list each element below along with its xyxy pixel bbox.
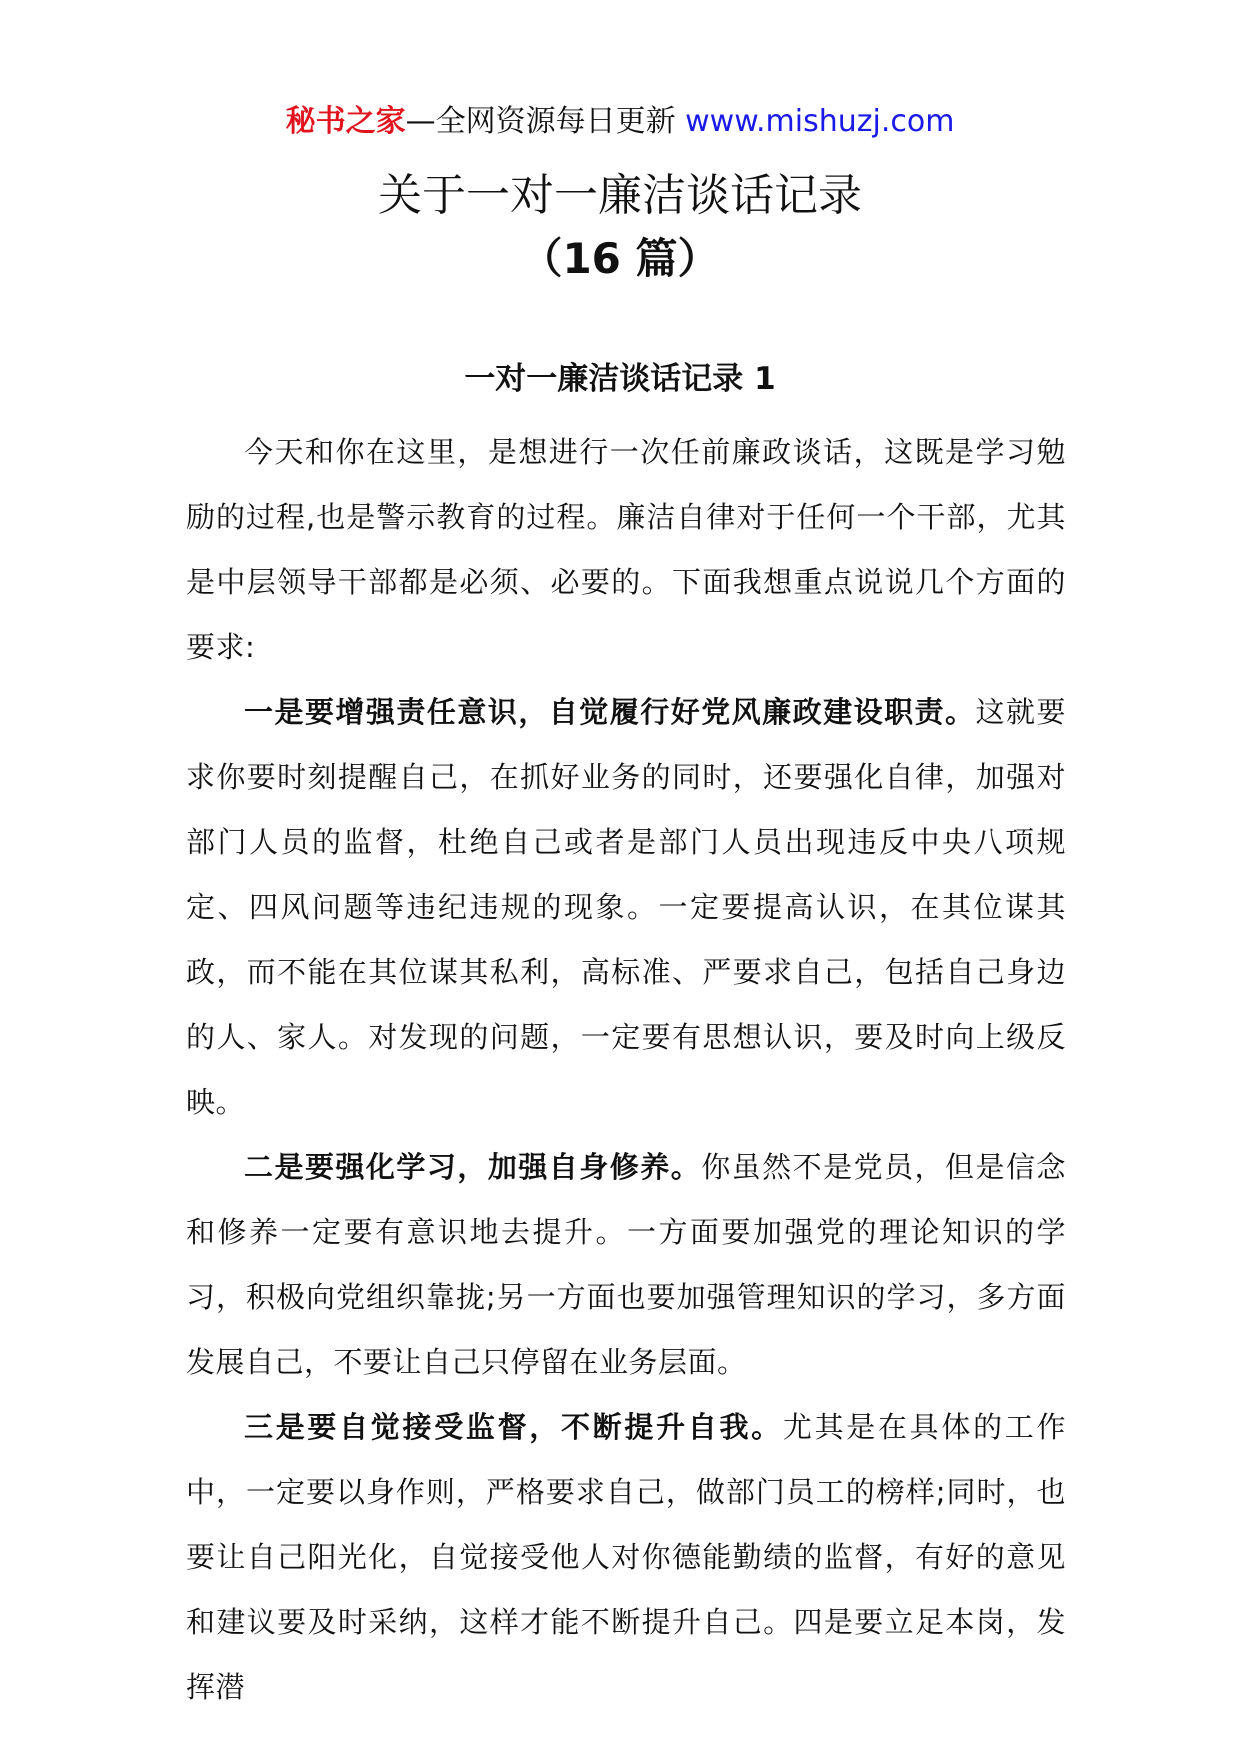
header-slogan: —全网资源每日更新 [405, 104, 686, 139]
paragraph-text: 今天和你在这里，是想进行一次任前廉政谈话，这既是学习勉励的过程,也是警示教育的过程。廉洁自律对于任何一个干部，尤其是中层领导干部都是必须、必要的。下面我想重点说说几个方面的要求: [186, 435, 1066, 664]
paragraph [186, 1135, 1066, 1395]
paragraph-lead: 二是要强化学习，加强自身修养。 [244, 1150, 702, 1184]
paragraph [186, 680, 1066, 1135]
paragraph-lead: 一是要增强责任意识，自觉履行好党风廉政建设职责。 [244, 695, 976, 729]
paragraph [186, 420, 1066, 680]
document-title: 关于一对一廉洁谈话记录 [378, 170, 862, 221]
paragraph [186, 1395, 1066, 1720]
paragraph-lead: 三是要自觉接受监督，不断提升自我。 [244, 1410, 783, 1444]
section-title: 一对一廉洁谈话记录 1 [464, 361, 776, 397]
brand-name: 秘书之家 [285, 104, 406, 139]
site-url-link[interactable]: www.mishuzj.com [685, 104, 955, 139]
site-header [0, 100, 1240, 144]
paragraph-text: 你虽然不是党员，但是信念和修养一定要有意识地去提升。一方面要加强党的理论知识的学习，积极向党组织靠拢;另一方面也要加强管理知识的学习，多方面发展自己，不要让自己只停留在业务层面。 [186, 1150, 1066, 1379]
paragraph-text: 尤其是在具体的工作中，一定要以身作则，严格要求自己，做部门员工的榜样;同时，也要让自己阳光化，自觉接受他人对你德能勤绩的监督，有好的意见和建议要及时采纳，这样才能不断提升自己。四是要立足本岗，发挥潜 [186, 1410, 1066, 1704]
paragraph-text: 这就要求你要时刻提醒自己，在抓好业务的同时，还要强化自律，加强对部门人员的监督，杜绝自己或者是部门人员出现违反中央八项规定、四风问题等违纪违规的现象。一定要提高认识，在其位谋其政，而不能在其位谋其私利，高标准、严要求自己，包括自己身边的人、家人。对发现的问题，一定要有思想认识，要及时向上级反映。 [186, 695, 1066, 1119]
document-subtitle: （16 篇） [520, 234, 720, 283]
document-body [186, 420, 1066, 1720]
